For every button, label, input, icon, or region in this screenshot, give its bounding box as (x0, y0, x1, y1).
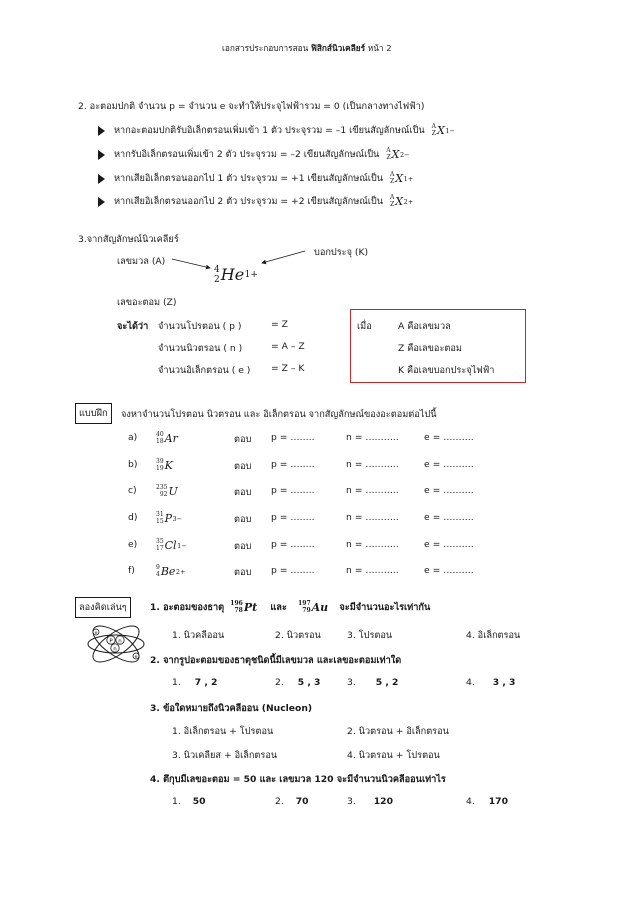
answer-word: ตอบ (234, 567, 252, 578)
proton-blank[interactable]: p = …….. (271, 539, 315, 550)
section3-title: 3.จากสัญลักษณ์นิวเคลียร์ (78, 234, 179, 245)
header-text: เอกสารประกอบการสอน (222, 43, 311, 53)
def-A: A คือเลขมวล (398, 321, 451, 332)
def-K: K คือเลขบอกประจุไฟฟ้า (398, 365, 495, 376)
proton-blank[interactable]: p = …….. (271, 485, 315, 496)
electron-blank[interactable]: e = ………. (424, 539, 474, 550)
exercise-item-label: a) (128, 432, 138, 443)
proton-blank[interactable]: p = …….. (271, 432, 315, 443)
nuclide-symbol: A Z X 2− (386, 147, 410, 161)
answer-word: ตอบ (234, 461, 252, 472)
exercise-item-label: e) (128, 539, 138, 550)
label-atomic-number: เลขอะตอม (Z) (117, 297, 177, 308)
answer-word: ตอบ (234, 541, 252, 552)
q3-option-1[interactable]: 1. อิเล็กตรอน + โปรตอน (172, 726, 274, 737)
electron-blank[interactable]: e = ………. (424, 565, 474, 576)
row-electron-value: = Z – K (271, 363, 305, 374)
nuclide-symbol: A Z X 2+ (389, 194, 414, 208)
exercise-nuclide: 31 15 P 3− (156, 511, 183, 525)
mass-arrow (172, 259, 210, 268)
exercise-item-label: d) (128, 512, 138, 523)
q2-option-4[interactable]: 4. 3 , 3 (466, 677, 516, 688)
answer-word: ตอบ (234, 514, 252, 525)
q4-option-4[interactable]: 4. 170 (466, 796, 508, 807)
quiz-q2: 2. จากรูปอะตอมของธาตุชนิดนี้มีเลขมวล และเลขอะตอมเท่าใด (150, 655, 402, 666)
exercise-item-label: f) (128, 565, 135, 576)
q2-option-2[interactable]: 2. 5 , 3 (275, 677, 321, 688)
neutron-blank[interactable]: n = ……….. (346, 539, 399, 550)
quiz-q3: 3. ข้อใดหมายถึงนิวคลีออน (Nucleon) (150, 703, 313, 714)
q2-option-1[interactable]: 1. 7 , 2 (172, 677, 218, 688)
q1-option-2[interactable]: 2. นิวตรอน (275, 630, 321, 641)
header-page: หน้า 2 (365, 43, 392, 53)
exercise-item-label: b) (128, 459, 138, 470)
exercise-nuclide: 40 18 Ar (156, 431, 178, 445)
charge-arrow (262, 251, 305, 263)
section2-title: 2. อะตอมปกติ จำนวน p = จำนวน e จะทำให้ประจุไฟฟ้ารวม = 0 (เป็นกลางทางไฟฟ้า) (78, 101, 425, 112)
row-neutron-value: = A – Z (271, 341, 305, 352)
q1-option-1[interactable]: 1. นิวคลีออน (172, 630, 225, 641)
exercise-instruction: จงหาจำนวนโปรตอน นิวตรอน และ อิเล็กตรอน จากสัญลักษณ์ของอะตอมต่อไปนี้ (121, 409, 437, 420)
electron-blank[interactable]: e = ………. (424, 512, 474, 523)
section3-arrows (0, 0, 638, 330)
header-subject: ฟิสิกส์นิวเคลียร์ (310, 43, 366, 53)
helium-nuclide-symbol: 4 2 He 1+ (214, 264, 258, 285)
nuclide-symbol: A Z X 1− (431, 123, 455, 137)
q1-option-4[interactable]: 4. อิเล็กตรอน (466, 630, 521, 641)
quiz-q1: 1. อะตอมของธาตุ 196 78 Pt และ 197 79 Au จะมีจำนวนอะไรเท่ากัน (150, 600, 431, 614)
neutron-label: n (118, 638, 122, 645)
row-neutron-label: จำนวนนิวตรอน ( n ) (158, 343, 243, 354)
row-proton-label: จำนวนโปรตอน ( p ) (158, 321, 242, 332)
proton-label: P (109, 638, 113, 645)
proton-blank[interactable]: p = …….. (271, 565, 315, 576)
conclude-label: จะได้ว่า (117, 321, 149, 332)
q4-option-3[interactable]: 3. 120 (347, 796, 393, 807)
exercise-nuclide: 235 92 U (156, 484, 178, 498)
electron-blank[interactable]: e = ………. (424, 459, 474, 470)
q2-option-3[interactable]: 3. 5 , 2 (347, 677, 399, 688)
neutron-blank[interactable]: n = ……….. (346, 485, 399, 496)
electron-blank[interactable]: e = ………. (424, 485, 474, 496)
def-Z: Z คือเลขอะตอม (398, 343, 462, 354)
atom-diagram-icon (84, 616, 148, 672)
electron-blank[interactable]: e = ………. (424, 432, 474, 443)
exercise-item-label: c) (128, 485, 137, 496)
neutron-blank[interactable]: n = ……….. (346, 512, 399, 523)
exercise-nuclide: 39 19 K (156, 458, 173, 472)
platinum-nuclide: 196 78 Pt (230, 600, 258, 614)
exercise-badge: แบบฝึก (75, 403, 112, 424)
q4-option-1[interactable]: 1. 50 (172, 796, 206, 807)
gold-nuclide: 197 79 Au (298, 600, 329, 614)
section2-bullet-4: หากเสียอิเล็กตรอนออกไป 2 ตัว ประจุรวม = +2 เขียนสัญลักษณ์เป็น A Z X 2+ (98, 194, 413, 209)
section2-bullet-3: หากเสียอิเล็กตรอนออกไป 1 ตัว ประจุรวม = +1 เขียนสัญลักษณ์เป็น A Z X 1+ (98, 171, 413, 186)
where-label: เมื่อ (357, 321, 372, 332)
proton-blank[interactable]: p = …….. (271, 459, 315, 470)
proton-blank[interactable]: p = …….. (271, 512, 315, 523)
exercise-nuclide: 35 17 Cl 1− (156, 538, 187, 552)
exercise-nuclide: 9 4 Be 2+ (156, 564, 186, 578)
electron-label: e (94, 631, 98, 636)
quiz-badge: ลองคิดเล่นๆ (75, 597, 131, 618)
section2-bullet-1: หากอะตอมปกติรับอิเล็กตรอนเพิ่มเข้า 1 ตัว ประจุรวม = –1 เขียนสัญลักษณ์เป็น A Z X 1− (98, 123, 455, 138)
answer-word: ตอบ (234, 434, 252, 445)
q3-option-4[interactable]: 4. นิวตรอน + โปรตอน (347, 750, 440, 761)
label-mass-number: เลขมวล (A) (117, 256, 166, 267)
neutron-blank[interactable]: n = ……….. (346, 432, 399, 443)
neutron-blank[interactable]: n = ……….. (346, 565, 399, 576)
neutron-label: n (113, 646, 117, 653)
row-proton-value: = Z (271, 319, 288, 330)
answer-word: ตอบ (234, 487, 252, 498)
section2-bullet-2: หากรับอิเล็กตรอนเพิ่มเข้า 2 ตัว ประจุรวม = –2 เขียนสัญลักษณ์เป็น A Z X 2− (98, 147, 410, 162)
electron-label: e (134, 655, 138, 660)
neutron-blank[interactable]: n = ……….. (346, 459, 399, 470)
row-electron-label: จำนวนอิเล็กตรอน ( e ) (158, 365, 251, 376)
nuclide-symbol: A Z X 1+ (389, 171, 414, 185)
q3-option-2[interactable]: 2. นิวตรอน + อิเล็กตรอน (347, 726, 449, 737)
quiz-q4: 4. ตึกุบมีเลขอะตอม = 50 และ เลขมวล 120 จะมีจำนวนนิวคลีออนเท่าไร (150, 774, 446, 785)
q1-option-3[interactable]: 3. โปรตอน (347, 630, 393, 641)
q4-option-2[interactable]: 2. 70 (275, 796, 309, 807)
q3-option-3[interactable]: 3. นิวเคลียส + อิเล็กตรอน (172, 750, 278, 761)
label-charge: บอกประจุ (K) (314, 247, 369, 258)
